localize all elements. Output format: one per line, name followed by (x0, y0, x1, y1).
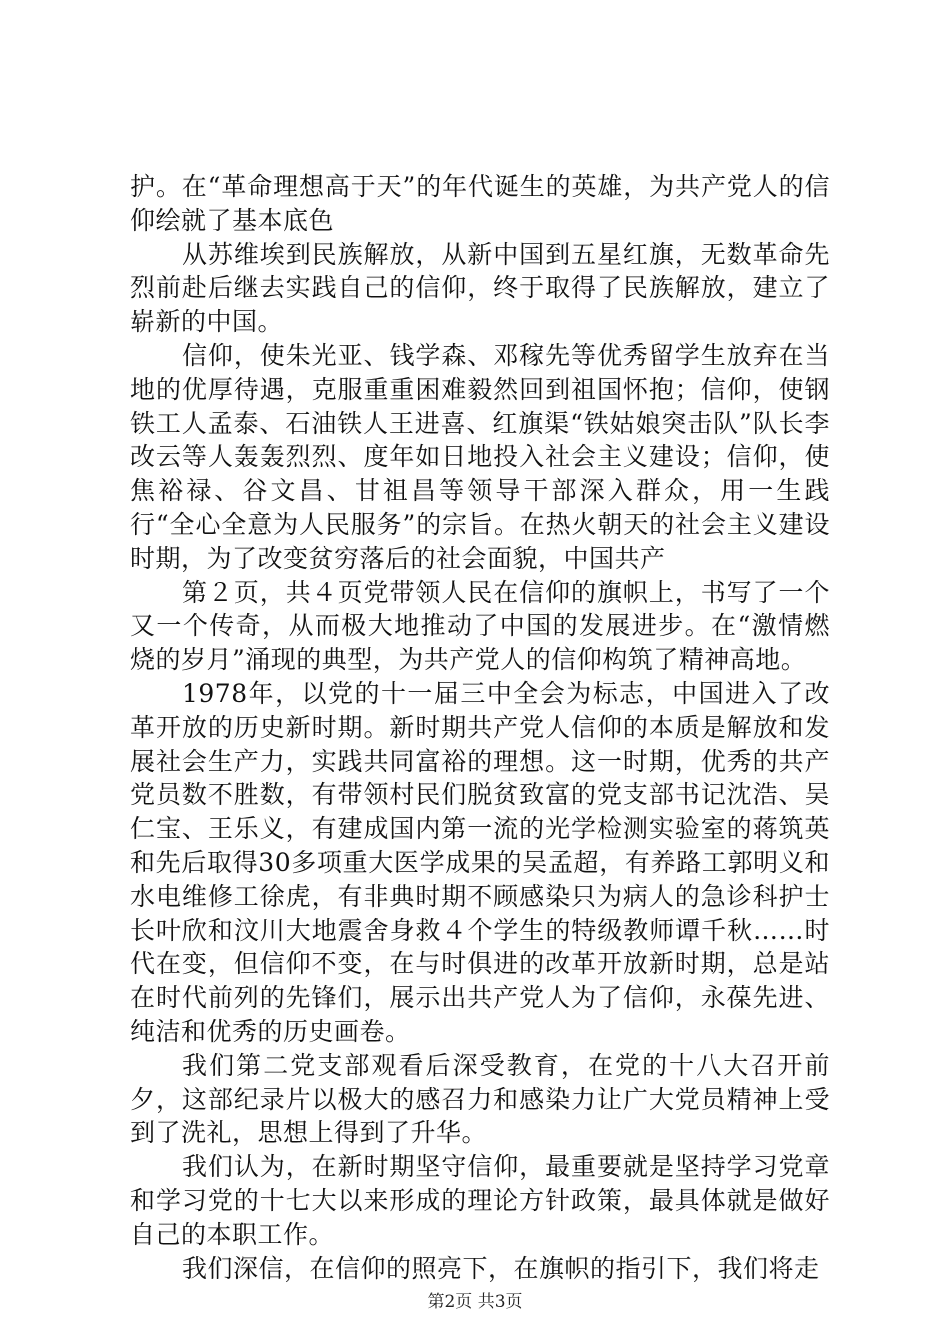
paragraph-4: 第２页，共４页党带领人民在信仰的旗帜上，书写了一个又一个传奇，从而极大地推动了中国的发展进步。在“激情燃烧的岁月”涌现的典型，为共产党人的信仰构筑了精神高地。 (130, 577, 830, 675)
paragraph-3: 信仰，使朱光亚、钱学森、邓稼先等优秀留学生放弃在当地的优厚待遇，克服重重困难毅然回到祖国怀抱；信仰，使钢铁工人孟泰、石油铁人王进喜、红旗渠“铁姑娘突击队”队长李改云等人轰轰烈烈、度年如日地投入社会主义建设；信仰，使焦裕禄、谷文昌、甘祖昌等领导干部深入群众，用一生践行“全心全意为人民服务”的宗旨。在热火朝天的社会主义建设时期，为了改变贫穷落后的社会面貌，中国共产 (130, 340, 830, 573)
paragraph-7: 我们认为，在新时期坚守信仰，最重要就是坚持学习党章和学习党的十七大以来形成的理论方针政策，最具体就是做好自己的本职工作。 (130, 1152, 830, 1249)
paragraph-1: 护。在“革命理想高于天”的年代诞生的英雄，为共产党人的信仰绘就了基本底色 (130, 172, 830, 235)
paragraph-8: 我们深信，在信仰的照亮下，在旗帜的指引下，我们将走 (182, 1253, 820, 1283)
document-body (130, 170, 830, 1285)
paragraph-2: 从苏维埃到民族解放，从新中国到五星红旗，无数革命先烈前赴后继去实践自己的信仰，终于取得了民族解放，建立了崭新的中国。 (130, 239, 830, 337)
paragraph-6: 我们第二党支部观看后深受教育，在党的十八大召开前夕，这部纪录片以极大的感召力和感染力让广大党员精神上受到了洗礼，思想上得到了升华。 (130, 1050, 830, 1148)
page-footer: 第2页 共3页 (427, 1292, 523, 1312)
paragraph-5: 1978年，以党的十一届三中全会为标志，中国进入了改革开放的历史新时期。新时期共产党人信仰的本质是解放和发展社会生产力，实践共同富裕的理想。这一时期，优秀的共产党员数不胜数，有带领村民们脱贫致富的党支部书记沈浩、吴仁宝、王乐义，有建成国内第一流的光学检测实验室的蒋筑英和先后取得30多项重大医学成果的吴孟超，有养路工郭明义和水电维修工徐虎，有非典时期不顾感染只为病人的急诊科护士长叶欣和汶川大地震舍身救４个学生的特级教师谭千秋……时代在变，但信仰不变，在与时俱进的改革开放新时期，总是站在时代前列的先锋们，展示出共产党人为了信仰，永葆先进、纯洁和优秀的历史画卷。 (130, 678, 830, 1046)
